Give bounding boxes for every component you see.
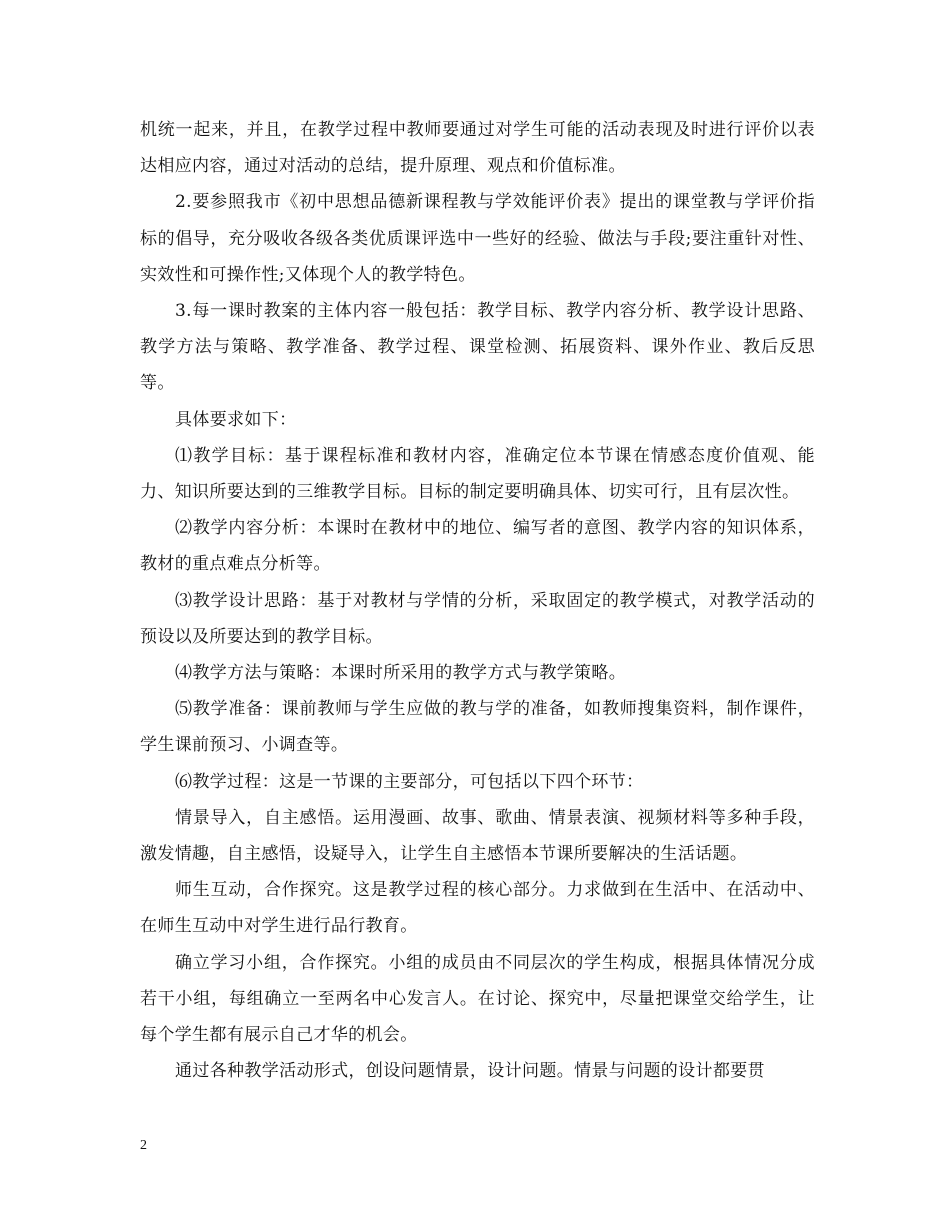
- paragraph-3: 3.每一课时教案的主体内容一般包括：教学目标、教学内容分析、教学设计思路、教学方法与策略、教学准备、教学过程、课堂检测、拓展资料、课外作业、教后反思等。: [140, 301, 815, 394]
- paragraph-11: 情景导入，自主感悟。运用漫画、故事、歌曲、情景表演、视频材料等多种手段，激发情趣，自主感悟，设疑导入，让学生自主感悟本节课所要解决的生活话题。: [140, 807, 815, 865]
- paragraph-2: 2.要参照我市《初中思想品德新课程教与学效能评价表》提出的课堂教与学评价指标的倡导，充分吸收各级各类优质课评选中一些好的经验、做法与手段;要注重针对性、实效性和可操作性;又体现个人的教学特色。: [140, 192, 815, 285]
- paragraph-10: ⑹教学过程：这是一节课的主要部分，可包括以下四个环节：: [175, 771, 644, 792]
- paragraph-7: ⑶教学设计思路：基于对教材与学情的分析，采取固定的教学模式，对教学活动的预设以及所要达到的教学目标。: [140, 590, 815, 647]
- paragraph-12: 师生互动，合作探究。这是教学过程的核心部分。力求做到在生活中、在活动中、在师生互动中对学生进行品行教育。: [140, 880, 815, 937]
- paragraph-13: 确立学习小组，合作探究。小组的成员由不同层次的学生构成，根据具体情况分成若干小组，每组确立一至两名中心发言人。在讨论、探究中，尽量把课堂交给学生，让每个学生都有展示自己才华的机会。: [140, 952, 815, 1046]
- paragraph-6: ⑵教学内容分析：本课时在教材中的地位、编写者的意图、教学内容的知识体系，教材的重点难点分析等。: [140, 518, 815, 575]
- paragraph-5: ⑴教学目标：基于课程标准和教材内容，准确定位本节课在情感态度价值观、能力、知识所要达到的三维教学目标。目标的制定要明确具体、切实可行，且有层次性。: [140, 445, 815, 503]
- paragraph-14: 通过各种教学活动形式，创设问题情景，设计问题。情景与问题的设计都要贯: [175, 1061, 765, 1082]
- page-number: 2: [140, 1138, 147, 1153]
- page-body: [140, 112, 815, 1089]
- paragraph-4: 具体要求如下：: [175, 409, 297, 430]
- paragraph-1: 机统一起来，并且，在教学过程中教师要通过对学生可能的活动表现及时进行评价以表达相应内容，通过对活动的总结，提升原理、观点和价值标准。: [140, 120, 815, 177]
- paragraph-9: ⑸教学准备：课前教师与学生应做的教与学的准备，如教师搜集资料，制作课件，学生课前预习、小调查等。: [140, 699, 815, 756]
- paragraph-8: ⑷教学方法与策略：本课时所采用的教学方式与教学策略。: [175, 663, 627, 684]
